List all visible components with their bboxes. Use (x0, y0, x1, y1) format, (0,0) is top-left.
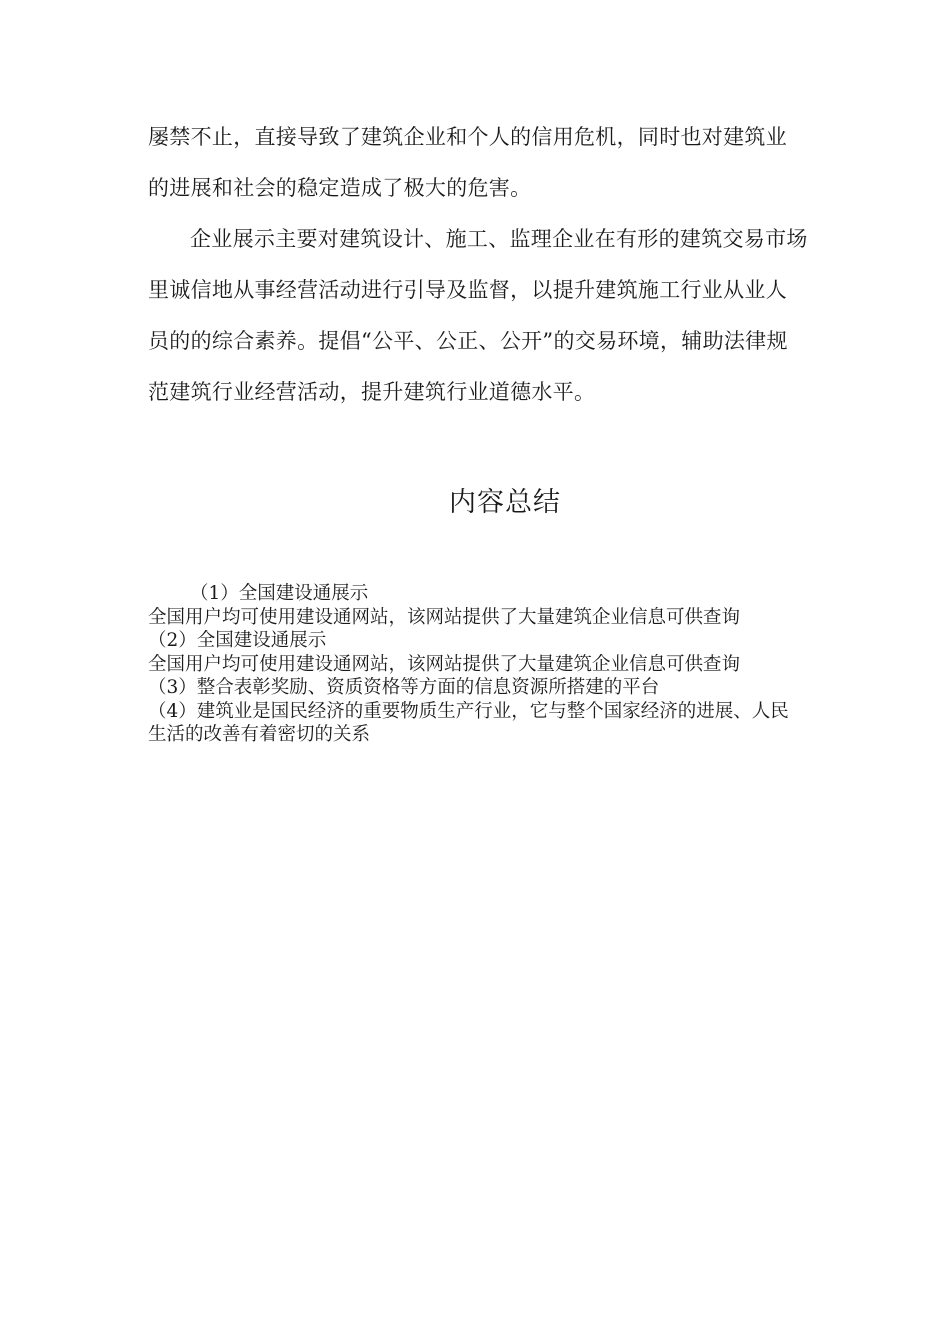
summary-item-2-text: 全国用户均可使用建设通网站，该网站提供了大量建筑企业信息可供查询 (148, 653, 741, 675)
paragraph-1: 屡禁不止，直接导致了建筑企业和个人的信用危机，同时也对建筑业的进展和社会的稳定造成了极大的危害。 (148, 125, 787, 200)
summary-item-2-heading: （2）全国建设通展示 (148, 630, 327, 651)
paragraph-2: 企业展示主要对建筑设计、施工、监理企业在有形的建筑交易市场里诚信地从事经营活动进行引导及监督，以提升建筑施工行业从业人员的的综合素养。提倡“公平、公正、公开”的交易环境，辅助法律规范建筑行业经营活动，提升建筑行业道德水平。 (148, 227, 808, 404)
summary-item-3: （3）整合表彰奖励、资质资格等方面的信息资源所搭建的平台 (148, 677, 660, 698)
summary-item-1-text: 全国用户均可使用建设通网站，该网站提供了大量建筑企业信息可供查询 (148, 606, 741, 628)
section-title: 内容总结 (449, 487, 561, 518)
summary-list (148, 582, 798, 747)
summary-item-4: （4）建筑业是国民经济的重要物质生产行业，它与整个国家经济的进展、人民生活的改善有着密切的关系 (148, 700, 789, 745)
summary-item-1-heading: （1）全国建设通展示 (190, 583, 369, 604)
